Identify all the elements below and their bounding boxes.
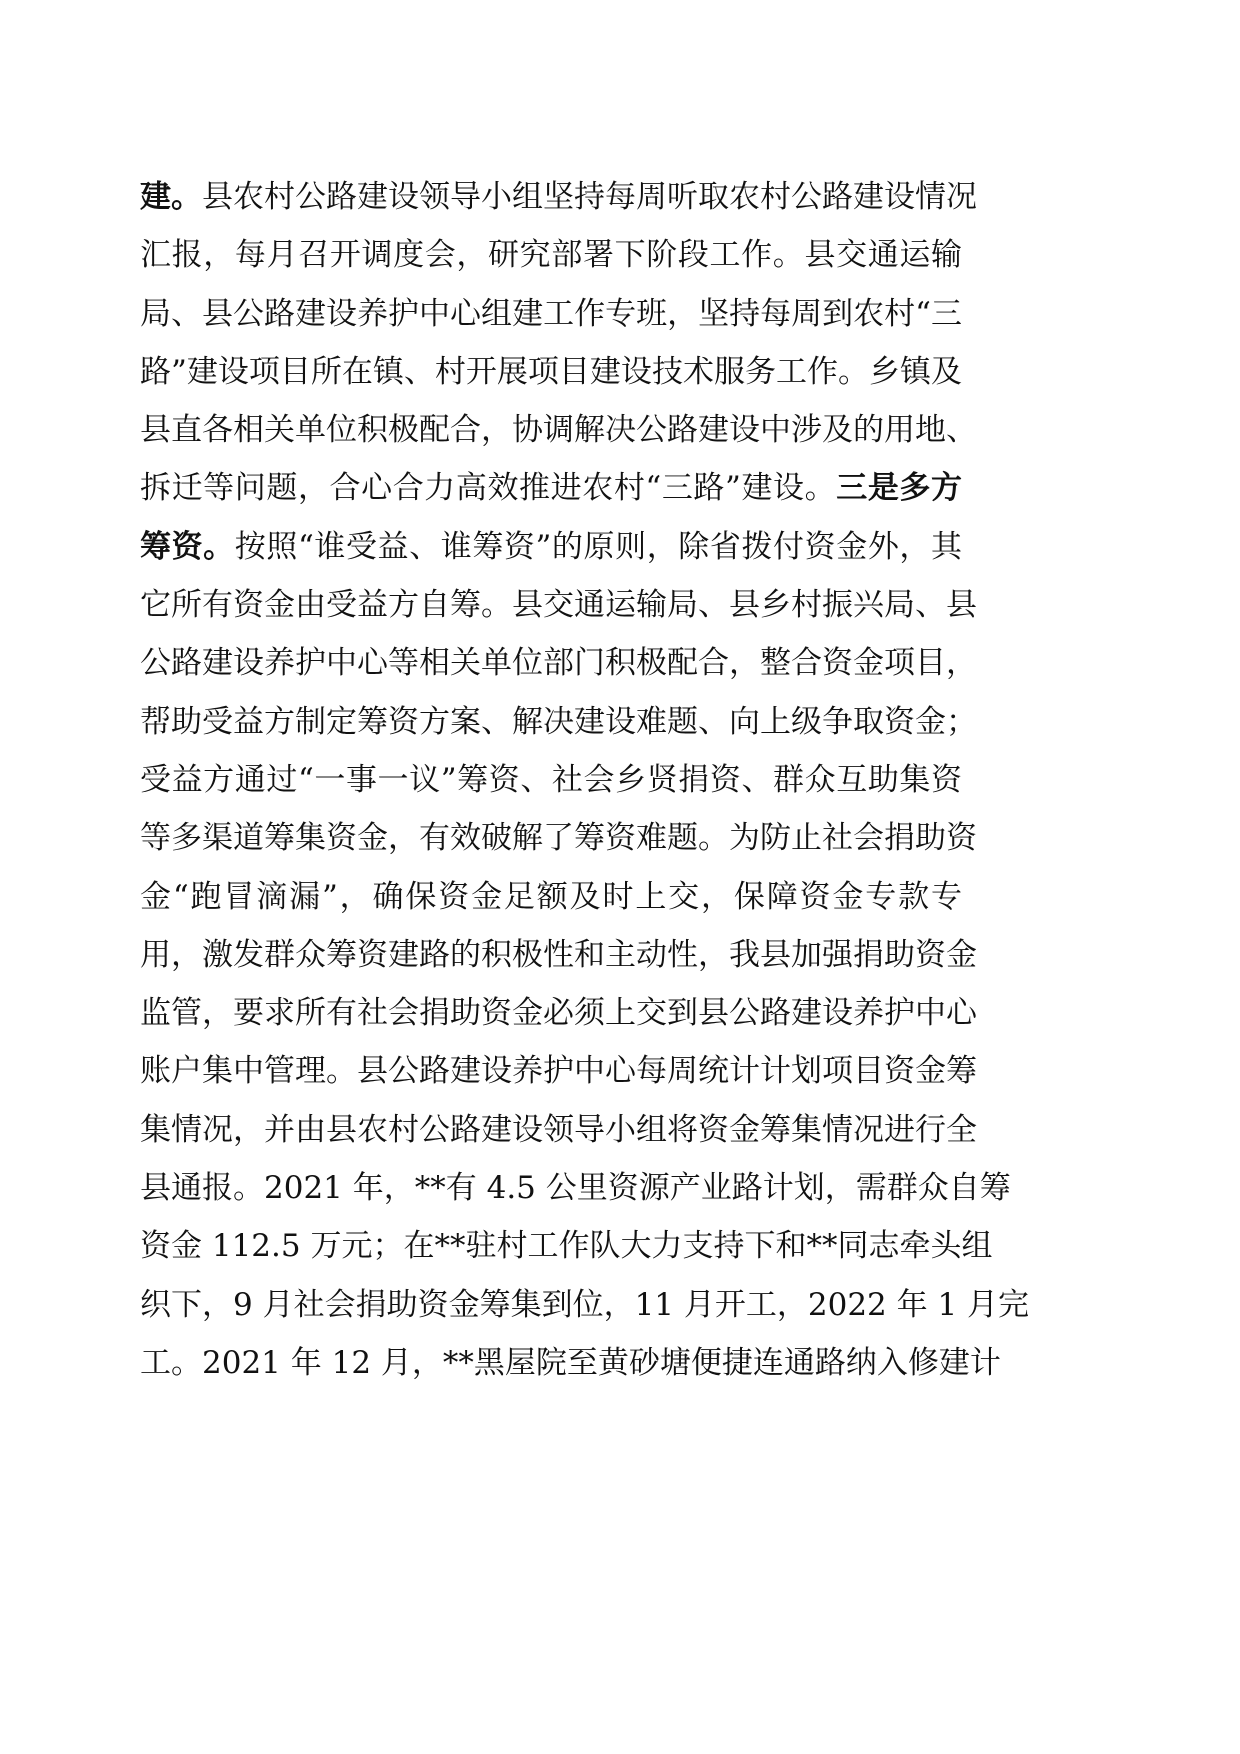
body-text: 工。2021 年 12 月，**黑屋院至黄砂塘便捷连通路纳入修建计 — [140, 1344, 1001, 1381]
body-text: 账户集中管理。县公路建设养护中心每周统计计划项目资金筹 — [140, 1053, 977, 1090]
body-text: 县农村公路建设领导小组坚持每周听取农村公路建设情况 — [202, 179, 977, 215]
text-line — [140, 1159, 1011, 1217]
text-line — [140, 693, 977, 751]
body-text: 拆迁等问题，合心合力高效推进农村“三路”建设。 — [140, 470, 837, 507]
body-text: 局、县公路建设养护中心组建工作专班，坚持每周到农村“三 — [140, 295, 962, 332]
text-line — [140, 459, 962, 517]
line-content — [140, 868, 962, 926]
text-line — [140, 926, 977, 984]
line-content — [140, 693, 977, 751]
text-line — [140, 285, 962, 343]
text-line — [140, 634, 977, 692]
line-content — [140, 1334, 1001, 1392]
text-line — [140, 518, 962, 576]
line-content — [140, 168, 977, 226]
bold-heading-text: 三是多方 — [836, 470, 962, 507]
document-page — [140, 168, 1030, 1392]
line-content — [140, 576, 977, 634]
line-content — [140, 1217, 993, 1275]
bold-heading-text: 筹资。 — [140, 528, 235, 565]
body-text: 等多渠道筹集资金，有效破解了筹资难题。为防止社会捐助资 — [140, 820, 977, 857]
body-text: 按照“谁受益、谁筹资”的原则，除省拨付资金外，其 — [234, 528, 962, 565]
line-content — [140, 343, 962, 401]
body-text: 县直各相关单位积极配合，协调解决公路建设中涉及的用地、 — [140, 412, 977, 449]
text-line — [140, 343, 962, 401]
text-line — [140, 168, 977, 226]
line-content — [140, 226, 962, 284]
text-line — [140, 1334, 1001, 1392]
text-line — [140, 984, 977, 1042]
text-line — [140, 1276, 1030, 1334]
line-content — [140, 926, 977, 984]
line-content — [140, 285, 962, 343]
text-line — [140, 1042, 977, 1100]
line-content — [140, 984, 977, 1042]
body-text: 监管，要求所有社会捐助资金必须上交到县公路建设养护中心 — [140, 995, 977, 1032]
line-content — [140, 1101, 977, 1159]
line-content — [140, 401, 977, 459]
body-text: 织下，9 月社会捐助资金筹集到位，11 月开工，2022 年 1 月完 — [140, 1286, 1030, 1323]
line-content — [140, 1042, 977, 1100]
text-line — [140, 1101, 977, 1159]
bold-heading-text: 建。 — [140, 179, 202, 215]
line-content — [140, 634, 977, 692]
line-content — [140, 809, 977, 867]
text-line — [140, 809, 977, 867]
text-line — [140, 868, 962, 926]
body-text: 用，激发群众筹资建路的积极性和主动性，我县加强捐助资金 — [140, 936, 977, 973]
line-content — [140, 1159, 1011, 1217]
body-text: 公路建设养护中心等相关单位部门积极配合，整合资金项目， — [140, 645, 977, 682]
text-line — [140, 1217, 993, 1275]
line-content — [140, 1276, 1030, 1334]
body-text: 集情况，并由县农村公路建设领导小组将资金筹集情况进行全 — [140, 1111, 977, 1148]
body-text: 它所有资金由受益方自筹。县交通运输局、县乡村振兴局、县 — [140, 587, 977, 624]
line-content — [140, 751, 962, 809]
text-line — [140, 401, 977, 459]
line-content — [140, 518, 962, 576]
text-line — [140, 226, 962, 284]
body-text: 资金 112.5 万元；在**驻村工作队大力支持下和**同志牵头组 — [140, 1228, 993, 1265]
body-text: 受益方通过“一事一议”筹资、社会乡贤捐资、群众互助集资 — [140, 761, 962, 798]
body-text: 县通报。2021 年，**有 4.5 公里资源产业路计划，需群众自筹 — [140, 1170, 1011, 1207]
body-text: 帮助受益方制定筹资方案、解决建设难题、向上级争取资金； — [140, 703, 977, 740]
body-text: 路”建设项目所在镇、村开展项目建设技术服务工作。乡镇及 — [140, 353, 962, 390]
body-text: 汇报，每月召开调度会，研究部署下阶段工作。县交通运输 — [140, 237, 962, 274]
line-content — [140, 459, 962, 517]
text-line — [140, 576, 977, 634]
text-line — [140, 751, 962, 809]
body-text: 金“跑冒滴漏”，确保资金足额及时上交，保障资金专款专 — [140, 878, 962, 915]
